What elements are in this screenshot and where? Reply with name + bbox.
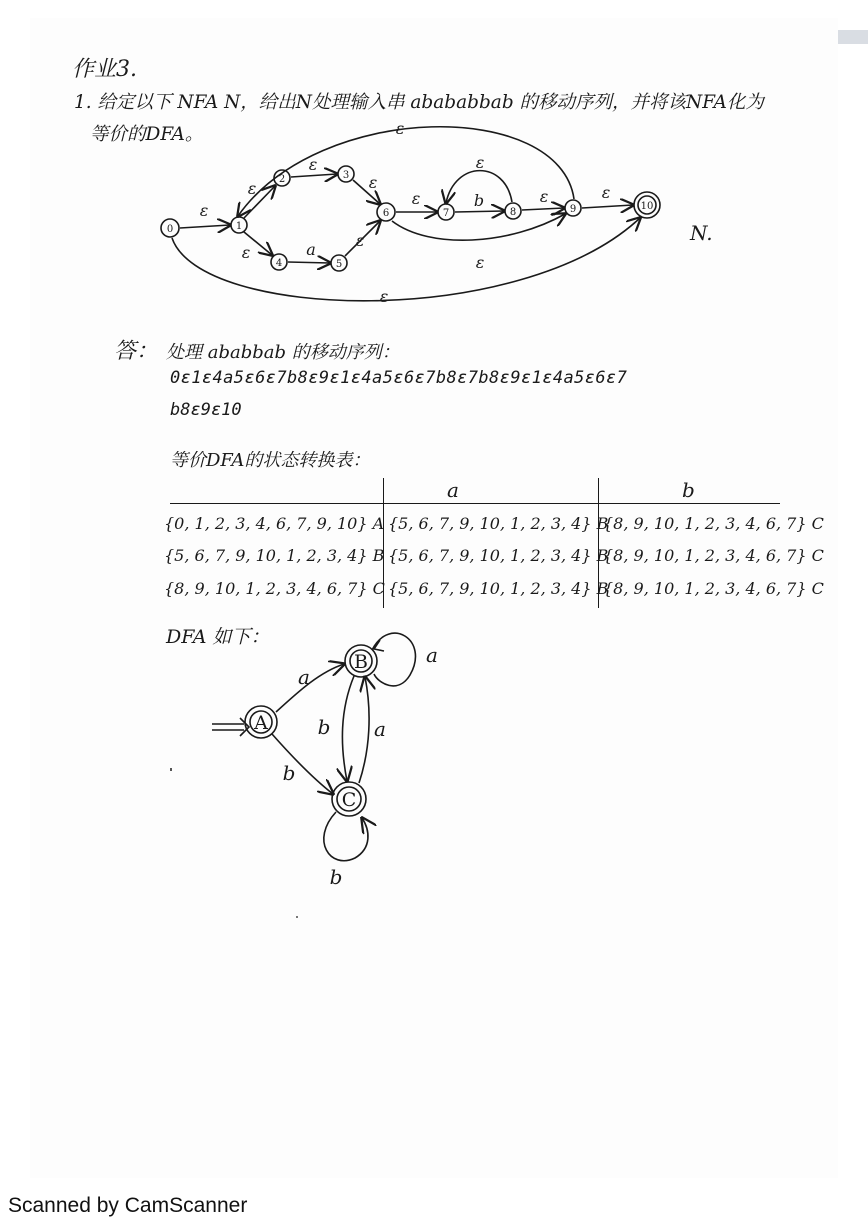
nfa-edge-label-9-1: ε xyxy=(395,119,405,138)
table-cell-r2-b: {8, 9, 10, 1, 2, 3, 4, 6, 7} C xyxy=(603,546,824,565)
nfa-edge-label-6-7: ε xyxy=(411,189,421,208)
nfa-label-1: 1 xyxy=(235,221,243,232)
nfa-edge-6-9 xyxy=(392,214,565,240)
nfa-edge-9-1 xyxy=(238,127,577,216)
nfa-edge-label-8-9: ε xyxy=(539,187,549,206)
assignment-title: 作业3. xyxy=(72,57,137,82)
nfa-edge-9-10 xyxy=(582,205,633,208)
nfa-edge-2-3 xyxy=(291,174,337,177)
table-cell-r1-b: {8, 9, 10, 1, 2, 3, 4, 6, 7} C xyxy=(603,514,824,533)
nfa-edge-8-9 xyxy=(522,208,564,210)
nfa-edge-label-7-8: b xyxy=(473,191,485,210)
question-line-2: 等价的DFA。 xyxy=(90,124,204,145)
nfa-edge-4-5 xyxy=(288,262,330,263)
nfa-label-10: 10 xyxy=(640,201,654,212)
nfa-edge-label-0-10: ε xyxy=(379,287,389,306)
answer-label: 答： xyxy=(114,339,159,364)
nfa-label-6: 6 xyxy=(382,208,390,219)
nfa-edge-label-4-5: a xyxy=(306,240,316,259)
dfa-heading: DFA 如下： xyxy=(166,626,270,648)
nfa-label-0: 0 xyxy=(166,224,174,235)
nfa-edge-label-0-1: ε xyxy=(199,201,209,220)
nfa-label-9: 9 xyxy=(569,204,577,215)
nfa-name-label: N. xyxy=(690,221,713,245)
nfa-edge-label-2-3: ε xyxy=(308,155,318,174)
speck xyxy=(170,768,172,771)
dfa-edge-label-B-C: b xyxy=(317,715,331,739)
table-cell-r3-b: {8, 9, 10, 1, 2, 3, 4, 6, 7} C xyxy=(603,579,824,598)
table-cell-r3-a: {5, 6, 7, 9, 10, 1, 2, 3, 4} B xyxy=(388,579,609,598)
dfa-edge-B-C xyxy=(342,676,354,781)
table-heading: 等价DFA的状态转换表： xyxy=(170,450,371,471)
dfa-edge-B-B-head xyxy=(374,640,384,651)
nfa-label-7: 7 xyxy=(442,208,450,219)
dfa-edge-label-C-B: a xyxy=(374,717,386,741)
nfa-edge-label-8-7: ε xyxy=(475,153,485,172)
nfa-label-2: 2 xyxy=(278,174,286,185)
table-header-b: b xyxy=(682,478,695,502)
dfa-label-C: C xyxy=(341,789,357,811)
nfa-edge-label-3-6: ε xyxy=(368,173,378,192)
nfa-edge-label-1-2: ε xyxy=(247,179,257,198)
dfa-edge-label-C-C: b xyxy=(329,865,343,889)
nfa-edge-label-6-9: ε xyxy=(475,253,485,272)
nfa-label-8: 8 xyxy=(509,207,517,218)
table-cell-r2-a: {5, 6, 7, 9, 10, 1, 2, 3, 4} B xyxy=(388,546,609,565)
nfa-edge-0-1 xyxy=(180,225,230,228)
table-cell-r1-a: {5, 6, 7, 9, 10, 1, 2, 3, 4} B xyxy=(388,514,609,533)
table-header-a: a xyxy=(447,478,459,502)
nfa-diagram xyxy=(0,0,868,320)
answer-heading: 处理 ababbab 的移动序列： xyxy=(166,342,400,363)
dfa-edge-A-B xyxy=(276,664,344,712)
dfa-label-A: A xyxy=(254,712,268,734)
speck xyxy=(296,916,298,918)
move-sequence-line-1: 0ε1ε4a5ε6ε7b8ε9ε1ε4a5ε6ε7b8ε7b8ε9ε1ε4a5ε6ε7 xyxy=(170,368,628,388)
nfa-label-4: 4 xyxy=(275,258,283,269)
question-line-1: 1. 给定以下 NFA N，给出N处理输入串 abababbab 的移动序列，并将该NFA化为 xyxy=(74,92,764,113)
nfa-edge-7-8 xyxy=(455,211,504,212)
dfa-start-arrow xyxy=(212,724,244,730)
dfa-diagram xyxy=(0,600,868,900)
nfa-label-3: 3 xyxy=(342,170,350,181)
table-cell-r1-state: {0, 1, 2, 3, 4, 6, 7, 9, 10} A xyxy=(164,514,385,533)
dfa-edge-label-A-B: a xyxy=(298,665,310,689)
move-sequence-line-2: b8ε9ε10 xyxy=(170,400,242,420)
dfa-edge-A-C xyxy=(272,734,333,794)
table-top-rule xyxy=(170,503,780,504)
nfa-edge-label-1-4: ε xyxy=(241,243,251,262)
nfa-edge-label-9-10: ε xyxy=(601,183,611,202)
table-cell-r2-state: {5, 6, 7, 9, 10, 1, 2, 3, 4} B xyxy=(164,546,385,565)
dfa-edge-label-B-B: a xyxy=(426,643,438,667)
dfa-edge-C-B xyxy=(359,677,369,783)
dfa-edge-C-C xyxy=(324,812,368,861)
dfa-edge-label-A-C: b xyxy=(282,761,296,785)
nfa-edge-label-5-6: ε xyxy=(355,231,365,250)
nfa-label-5: 5 xyxy=(335,259,343,270)
table-cell-r3-state: {8, 9, 10, 1, 2, 3, 4, 6, 7} C xyxy=(164,579,385,598)
scanner-watermark: Scanned by CamScanner xyxy=(8,1194,248,1217)
dfa-label-B: B xyxy=(354,651,368,673)
